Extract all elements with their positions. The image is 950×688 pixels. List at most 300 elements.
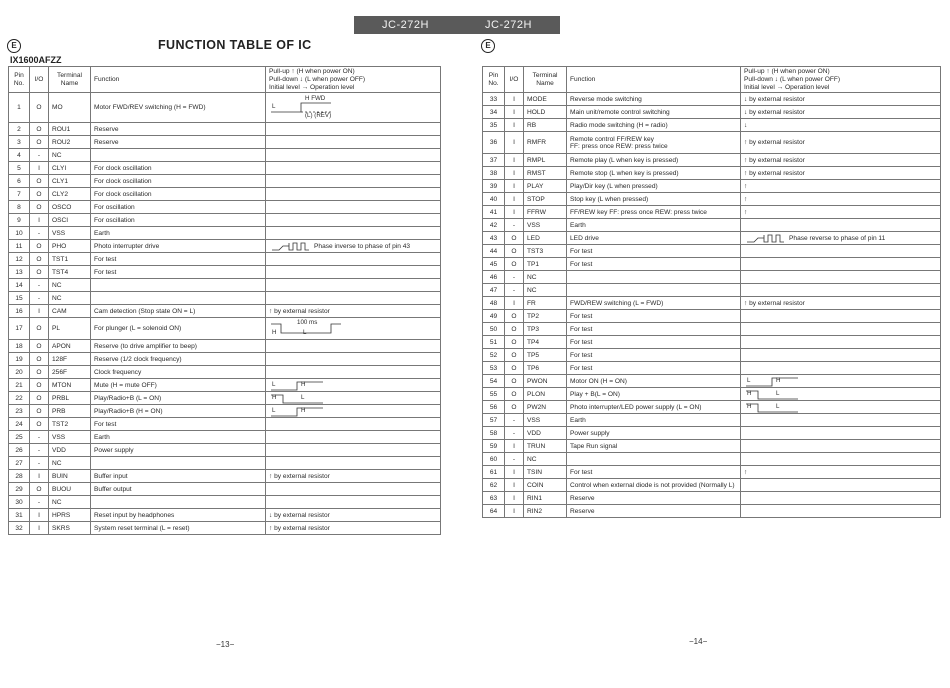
pin-number-cell: 50 xyxy=(483,323,505,336)
pin-number-cell: 28 xyxy=(9,470,30,483)
table-row xyxy=(9,392,441,405)
level-cell: ↑ xyxy=(741,466,941,479)
io-cell: O xyxy=(30,418,49,431)
terminal-name-cell: PLON xyxy=(524,388,567,401)
level-cell xyxy=(741,479,941,492)
level-text: Phase inverse to phase of pin 43 xyxy=(314,242,411,250)
table-row xyxy=(483,310,941,323)
terminal-name-cell: PW2N xyxy=(524,401,567,414)
header-level-line3: Initial level → Operation level xyxy=(744,83,830,91)
io-cell: - xyxy=(505,271,524,284)
function-cell: FWD/REW switching (L = FWD) xyxy=(567,297,741,310)
function-cell: Radio mode switching (H = radio) xyxy=(567,119,741,132)
function-cell xyxy=(567,271,741,284)
io-cell: I xyxy=(505,479,524,492)
level-cell xyxy=(266,149,441,162)
level-cell xyxy=(266,201,441,214)
function-cell: For test xyxy=(91,253,266,266)
function-cell: FF/REW key FF: press once REW: press twice xyxy=(567,206,741,219)
wave-label-l: L xyxy=(272,381,276,388)
table-row xyxy=(9,509,441,522)
table-row xyxy=(9,483,441,496)
wave-label-h: H xyxy=(301,381,306,388)
function-cell: Reserve xyxy=(567,505,741,518)
wave-label-l: L xyxy=(303,328,307,336)
function-cell: Tape Run signal xyxy=(567,440,741,453)
io-cell: I xyxy=(30,305,49,318)
terminal-name-cell: PRB xyxy=(49,405,91,418)
table-row xyxy=(9,240,441,253)
level-cell xyxy=(266,483,441,496)
wave-label-h: H xyxy=(301,407,306,414)
terminal-name-cell: 128F xyxy=(49,353,91,366)
io-cell: I xyxy=(505,119,524,132)
pin-number-cell: 31 xyxy=(9,509,30,522)
pin-number-cell: 7 xyxy=(9,188,30,201)
waveform-HL xyxy=(744,388,800,401)
table-row xyxy=(9,149,441,162)
terminal-name-cell: NC xyxy=(49,457,91,470)
function-cell xyxy=(91,496,266,509)
header-level xyxy=(741,67,941,93)
table-row xyxy=(483,440,941,453)
io-cell: O xyxy=(30,353,49,366)
io-cell: O xyxy=(505,349,524,362)
function-cell: For plunger (L = solenoid ON) xyxy=(91,318,266,340)
function-cell: Motor FWD/REV switching (H = FWD) xyxy=(91,93,266,123)
level-cell xyxy=(266,93,441,123)
level-cell xyxy=(266,240,441,253)
terminal-name-cell: CAM xyxy=(49,305,91,318)
io-cell: O xyxy=(505,245,524,258)
io-cell: I xyxy=(505,505,524,518)
io-cell: O xyxy=(505,323,524,336)
wave-label-lrev: (L) (REV) xyxy=(305,111,332,119)
io-cell: O xyxy=(30,405,49,418)
function-cell: Reserve xyxy=(91,136,266,149)
pin-number-cell: 35 xyxy=(483,119,505,132)
table-row xyxy=(9,253,441,266)
level-cell xyxy=(266,292,441,305)
table-row xyxy=(9,379,441,392)
terminal-name-cell: VSS xyxy=(49,227,91,240)
terminal-name-cell: COIN xyxy=(524,479,567,492)
io-cell: - xyxy=(30,444,49,457)
wave-label-h: H xyxy=(776,377,781,384)
waveform-LH xyxy=(269,379,325,392)
level-wave xyxy=(744,375,937,387)
function-cell: Buffer input xyxy=(91,470,266,483)
function-cell: For test xyxy=(567,349,741,362)
table-row xyxy=(9,353,441,366)
table-row xyxy=(9,266,441,279)
terminal-name-cell: FFRW xyxy=(524,206,567,219)
function-cell: For test xyxy=(567,362,741,375)
io-cell: O xyxy=(505,401,524,414)
level-wave xyxy=(269,392,437,404)
function-cell: For oscillation xyxy=(91,214,266,227)
function-cell: For test xyxy=(91,266,266,279)
pin-number-cell: 22 xyxy=(9,392,30,405)
io-cell: I xyxy=(505,492,524,505)
pin-number-cell: 42 xyxy=(483,219,505,232)
io-cell: I xyxy=(30,522,49,535)
io-cell: O xyxy=(505,362,524,375)
wave-label-h: H xyxy=(272,328,277,336)
header-level-line3: Initial level → Operation level xyxy=(269,83,355,91)
wave-label-h: H xyxy=(747,390,752,397)
function-cell: Earth xyxy=(567,414,741,427)
io-cell: O xyxy=(505,388,524,401)
pin-number-cell: 53 xyxy=(483,362,505,375)
waveform-pulse xyxy=(269,241,311,252)
io-cell: - xyxy=(505,453,524,466)
table-row xyxy=(9,522,441,535)
header-pin: Pin No. xyxy=(483,67,505,93)
pin-number-cell: 17 xyxy=(9,318,30,340)
function-cell: Main unit/remote control switching xyxy=(567,106,741,119)
table-row xyxy=(483,427,941,440)
io-cell: O xyxy=(30,392,49,405)
level-wave xyxy=(269,240,437,252)
table-row xyxy=(9,175,441,188)
table-row xyxy=(9,188,441,201)
level-cell xyxy=(266,379,441,392)
terminal-name-cell: TP1 xyxy=(524,258,567,271)
terminal-name-cell: NC xyxy=(49,149,91,162)
table-row xyxy=(483,167,941,180)
level-cell: ↓ by external resistor xyxy=(741,106,941,119)
pin-number-cell: 20 xyxy=(9,366,30,379)
pin-number-cell: 54 xyxy=(483,375,505,388)
function-cell: For test xyxy=(91,418,266,431)
level-cell xyxy=(266,214,441,227)
table-row xyxy=(483,362,941,375)
table-row xyxy=(9,201,441,214)
function-cell xyxy=(91,292,266,305)
table-row xyxy=(9,292,441,305)
io-cell: I xyxy=(505,93,524,106)
level-cell xyxy=(741,219,941,232)
wave-label-100ms: 100 ms xyxy=(297,318,318,326)
pin-number-cell: 45 xyxy=(483,258,505,271)
model-label-right: JC-272H xyxy=(485,19,532,31)
pin-number-cell: 13 xyxy=(9,266,30,279)
function-cell: For test xyxy=(567,466,741,479)
table-row xyxy=(9,470,441,483)
level-wave xyxy=(744,401,937,413)
function-cell: For test xyxy=(567,310,741,323)
waveform-HL xyxy=(269,392,325,405)
english-mark-right: E xyxy=(481,39,495,53)
terminal-name-cell: LED xyxy=(524,232,567,245)
io-cell: O xyxy=(505,258,524,271)
terminal-name-cell: RMFR xyxy=(524,132,567,154)
terminal-name-cell: OSCO xyxy=(49,201,91,214)
pin-number-cell: 43 xyxy=(483,232,505,245)
pin-number-cell: 37 xyxy=(483,154,505,167)
io-cell: - xyxy=(505,284,524,297)
header-level-line2: Pull-down ↓ (L when power OFF) xyxy=(269,75,366,83)
pin-number-cell: 61 xyxy=(483,466,505,479)
level-cell xyxy=(741,284,941,297)
level-cell xyxy=(741,258,941,271)
io-cell: I xyxy=(30,162,49,175)
terminal-name-cell: PHO xyxy=(49,240,91,253)
level-cell xyxy=(266,253,441,266)
function-table-right xyxy=(482,66,941,518)
table-row xyxy=(9,93,441,123)
level-cell xyxy=(741,310,941,323)
terminal-name-cell: MODE xyxy=(524,93,567,106)
terminal-name-cell: MO xyxy=(49,93,91,123)
io-cell: O xyxy=(30,136,49,149)
io-cell: O xyxy=(30,188,49,201)
function-cell: Motor ON (H = ON) xyxy=(567,375,741,388)
pin-number-cell: 23 xyxy=(9,405,30,418)
terminal-name-cell: TRUN xyxy=(524,440,567,453)
table-row xyxy=(483,466,941,479)
table-row xyxy=(483,93,941,106)
function-cell: LED drive xyxy=(567,232,741,245)
pin-number-cell: 9 xyxy=(9,214,30,227)
pin-number-cell: 47 xyxy=(483,284,505,297)
terminal-name-cell: RIN2 xyxy=(524,505,567,518)
table-row xyxy=(483,414,941,427)
table-row xyxy=(483,505,941,518)
level-cell xyxy=(741,492,941,505)
level-cell xyxy=(741,427,941,440)
level-cell xyxy=(266,405,441,418)
io-cell: I xyxy=(505,297,524,310)
pin-number-cell: 19 xyxy=(9,353,30,366)
level-wave xyxy=(269,94,437,122)
pin-number-cell: 34 xyxy=(483,106,505,119)
table-row xyxy=(9,123,441,136)
table-row xyxy=(483,271,941,284)
io-cell: O xyxy=(30,93,49,123)
function-cell: Remote play (L when key is pressed) xyxy=(567,154,741,167)
pin-number-cell: 41 xyxy=(483,206,505,219)
function-cell: Buffer output xyxy=(91,483,266,496)
terminal-name-cell: NC xyxy=(49,496,91,509)
function-cell: Stop key (L when pressed) xyxy=(567,193,741,206)
header-pin: Pin No. xyxy=(9,67,30,93)
terminal-name-cell: TST1 xyxy=(49,253,91,266)
terminal-name-cell: TST4 xyxy=(49,266,91,279)
wave-label-h: H xyxy=(747,403,752,410)
level-cell xyxy=(266,418,441,431)
level-cell xyxy=(741,271,941,284)
level-cell xyxy=(266,188,441,201)
level-cell xyxy=(741,232,941,245)
function-cell: Control when external diode is not provided (Normally L) xyxy=(567,479,741,492)
table-row xyxy=(9,496,441,509)
table-row xyxy=(483,336,941,349)
pin-number-cell: 38 xyxy=(483,167,505,180)
io-cell: - xyxy=(30,496,49,509)
pin-number-cell: 25 xyxy=(9,431,30,444)
level-wave xyxy=(269,379,437,391)
table-row xyxy=(483,297,941,310)
function-cell: System reset terminal (L = reset) xyxy=(91,522,266,535)
header-terminal: Terminal Name xyxy=(524,67,567,93)
pin-number-cell: 14 xyxy=(9,279,30,292)
level-cell xyxy=(266,392,441,405)
function-cell: For clock oscillation xyxy=(91,175,266,188)
table-row xyxy=(483,258,941,271)
header-io: I/O xyxy=(30,67,49,93)
pin-number-cell: 60 xyxy=(483,453,505,466)
io-cell: I xyxy=(505,154,524,167)
waveform-LH xyxy=(744,375,800,388)
terminal-name-cell: RB xyxy=(524,119,567,132)
wave-label-l: L xyxy=(776,403,780,410)
io-cell: - xyxy=(30,431,49,444)
table-row xyxy=(9,457,441,470)
pin-number-cell: 33 xyxy=(483,93,505,106)
pin-number-cell: 36 xyxy=(483,132,505,154)
table-row xyxy=(483,132,941,154)
io-cell: - xyxy=(30,279,49,292)
function-cell: Reserve xyxy=(91,123,266,136)
terminal-name-cell: VSS xyxy=(49,431,91,444)
terminal-name-cell: FR xyxy=(524,297,567,310)
table-row xyxy=(483,388,941,401)
level-cell: ↑ xyxy=(741,180,941,193)
wave-label-l: L xyxy=(301,394,305,401)
table-row xyxy=(483,180,941,193)
terminal-name-cell: RIN1 xyxy=(524,492,567,505)
io-cell: O xyxy=(30,253,49,266)
table-row xyxy=(9,305,441,318)
io-cell: I xyxy=(30,470,49,483)
terminal-name-cell: TST3 xyxy=(524,245,567,258)
terminal-name-cell: TP3 xyxy=(524,323,567,336)
table-row xyxy=(9,405,441,418)
function-cell: Photo interrupter/LED power supply (L = ON) xyxy=(567,401,741,414)
io-cell: O xyxy=(30,483,49,496)
terminal-name-cell: PRBL xyxy=(49,392,91,405)
header-function: Function xyxy=(567,67,741,93)
function-cell: Reset input by headphones xyxy=(91,509,266,522)
function-cell: Photo interrupter drive xyxy=(91,240,266,253)
level-cell xyxy=(266,353,441,366)
io-cell: O xyxy=(505,310,524,323)
pin-number-cell: 16 xyxy=(9,305,30,318)
function-cell: Mute (H = mute OFF) xyxy=(91,379,266,392)
pin-number-cell: 46 xyxy=(483,271,505,284)
function-cell: Cam detection (Stop state ON = L) xyxy=(91,305,266,318)
function-cell: Reserve xyxy=(567,492,741,505)
io-cell: O xyxy=(30,123,49,136)
level-cell xyxy=(266,227,441,240)
io-cell: - xyxy=(30,457,49,470)
function-cell: Clock frequency xyxy=(91,366,266,379)
table-row xyxy=(9,279,441,292)
pin-number-cell: 55 xyxy=(483,388,505,401)
io-cell: O xyxy=(30,366,49,379)
pin-number-cell: 32 xyxy=(9,522,30,535)
io-cell: - xyxy=(30,227,49,240)
io-cell: I xyxy=(505,193,524,206)
table-row xyxy=(9,227,441,240)
function-cell: Earth xyxy=(91,431,266,444)
io-cell: O xyxy=(30,379,49,392)
io-cell: O xyxy=(30,240,49,253)
level-cell xyxy=(266,136,441,149)
io-cell: - xyxy=(30,292,49,305)
function-cell xyxy=(91,279,266,292)
terminal-name-cell: RMST xyxy=(524,167,567,180)
terminal-name-cell: APON xyxy=(49,340,91,353)
level-cell xyxy=(266,431,441,444)
level-cell xyxy=(266,318,441,340)
function-cell: For test xyxy=(567,323,741,336)
table-header-row xyxy=(483,67,941,93)
table-row xyxy=(9,366,441,379)
level-wave xyxy=(269,405,437,417)
pin-number-cell: 51 xyxy=(483,336,505,349)
terminal-name-cell: TP2 xyxy=(524,310,567,323)
io-cell: I xyxy=(30,214,49,227)
terminal-name-cell: TST2 xyxy=(49,418,91,431)
terminal-name-cell: VSS xyxy=(524,414,567,427)
header-terminal: Terminal Name xyxy=(49,67,91,93)
pin-number-cell: 18 xyxy=(9,340,30,353)
pin-number-cell: 6 xyxy=(9,175,30,188)
function-cell: Power supply xyxy=(567,427,741,440)
pin-number-cell: 59 xyxy=(483,440,505,453)
pin-number-cell: 21 xyxy=(9,379,30,392)
level-cell xyxy=(741,453,941,466)
model-label-left: JC-272H xyxy=(382,19,429,31)
function-cell: Play/Radio+B (H = ON) xyxy=(91,405,266,418)
wave-label-l: L xyxy=(776,390,780,397)
io-cell: I xyxy=(505,106,524,119)
terminal-name-cell: PL xyxy=(49,318,91,340)
table-row xyxy=(9,431,441,444)
model-banner xyxy=(354,16,560,34)
waveform-HL xyxy=(744,401,800,414)
io-cell: - xyxy=(30,149,49,162)
ic-name: IX1600AFZZ xyxy=(10,55,62,65)
function-cell xyxy=(567,284,741,297)
terminal-name-cell: PWON xyxy=(524,375,567,388)
header-level-line1: Pull-up ↑ (H when power ON) xyxy=(269,67,355,75)
level-cell: ↑ by external resistor xyxy=(266,305,441,318)
table-row xyxy=(483,119,941,132)
pin-number-cell: 15 xyxy=(9,292,30,305)
level-cell xyxy=(741,414,941,427)
table-row xyxy=(483,106,941,119)
pin-number-cell: 8 xyxy=(9,201,30,214)
table-row xyxy=(9,214,441,227)
pin-number-cell: 30 xyxy=(9,496,30,509)
level-wave xyxy=(269,319,437,339)
pin-number-cell: 4 xyxy=(9,149,30,162)
header-level-line1: Pull-up ↑ (H when power ON) xyxy=(744,67,830,75)
level-cell: ↓ by external resistor xyxy=(266,509,441,522)
function-cell: Power supply xyxy=(91,444,266,457)
terminal-name-cell: NC xyxy=(49,279,91,292)
level-wave xyxy=(744,232,937,244)
terminal-name-cell: ROU1 xyxy=(49,123,91,136)
function-cell xyxy=(91,149,266,162)
terminal-name-cell: BUOU xyxy=(49,483,91,496)
pin-number-cell: 2 xyxy=(9,123,30,136)
terminal-name-cell: NC xyxy=(524,271,567,284)
